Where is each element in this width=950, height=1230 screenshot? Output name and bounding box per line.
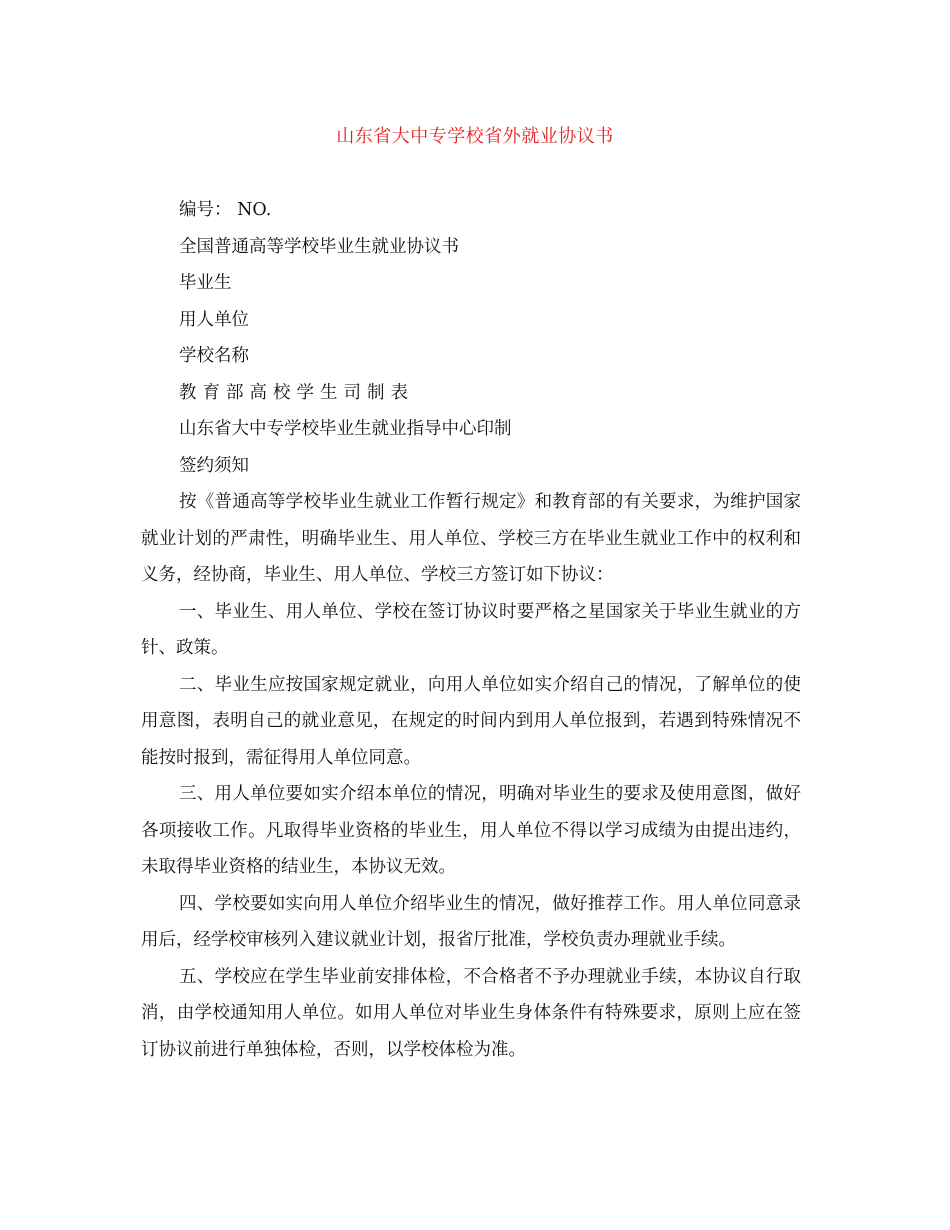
paragraph-clause-4: 四、学校要如实向用人单位介绍毕业生的情况，做好推荐工作。用人单位同意录用后，经学校审核列入建议就业计划，报省厅批准，学校负责办理就业手续。 <box>141 893 801 950</box>
field-employer-label: 用人单位 <box>179 309 249 330</box>
issuer-center: 山东省大中专学校毕业生就业指导中心印制 <box>179 419 512 439</box>
paragraph-intro: 按《普通高等学校毕业生就业工作暂行规定》和教育部的有关要求，为维护国家就业计划的严肃性，明确毕业生、用人单位、学校三方在毕业生就业工作中的权利和义务，经协商，毕业生、用人单位、学校三方签订如下协议： <box>141 492 801 585</box>
paragraph-clause-5: 五、学校应在学生毕业前安排体检，不合格者不予办理就业手续，本协议自行取消，由学校通知用人单位。如用人单位对毕业生身体条件有特殊要求，原则上应在签订协议前进行单独体检，否则，以学校体检为准。 <box>141 966 801 1060</box>
document-title: 山东省大中专学校省外就业协议书 <box>336 126 614 147</box>
paragraph-clause-3: 三、用人单位要如实介绍本单位的情况，明确对毕业生的要求及使用意图，做好各项接收工作。凡取得毕业资格的毕业生，用人单位不得以学习成绩为由提出违约，未取得毕业资格的结业生，本协议无效。 <box>141 784 801 877</box>
agreement-number: 编号： NO. <box>179 200 272 220</box>
issuer-ministry: 教育部高校学生司制表 <box>179 382 414 403</box>
agreement-subtitle: 全国普通高等学校毕业生就业协议书 <box>179 236 459 257</box>
paragraph-clause-2: 二、毕业生应按国家规定就业，向用人单位如实介绍自己的情况，了解单位的使用意图，表明自己的就业意见，在规定的时间内到用人单位报到，若遇到特殊情况不能按时报到，需征得用人单位同意。 <box>141 674 801 768</box>
field-graduate-label: 毕业生 <box>179 273 232 293</box>
notice-heading: 签约须知 <box>179 455 249 476</box>
field-school-label: 学校名称 <box>179 346 249 366</box>
paragraph-clause-1: 一、毕业生、用人单位、学校在签订协议时要严格之星国家关于毕业生就业的方针、政策。 <box>141 601 801 658</box>
document-body <box>141 192 801 1068</box>
